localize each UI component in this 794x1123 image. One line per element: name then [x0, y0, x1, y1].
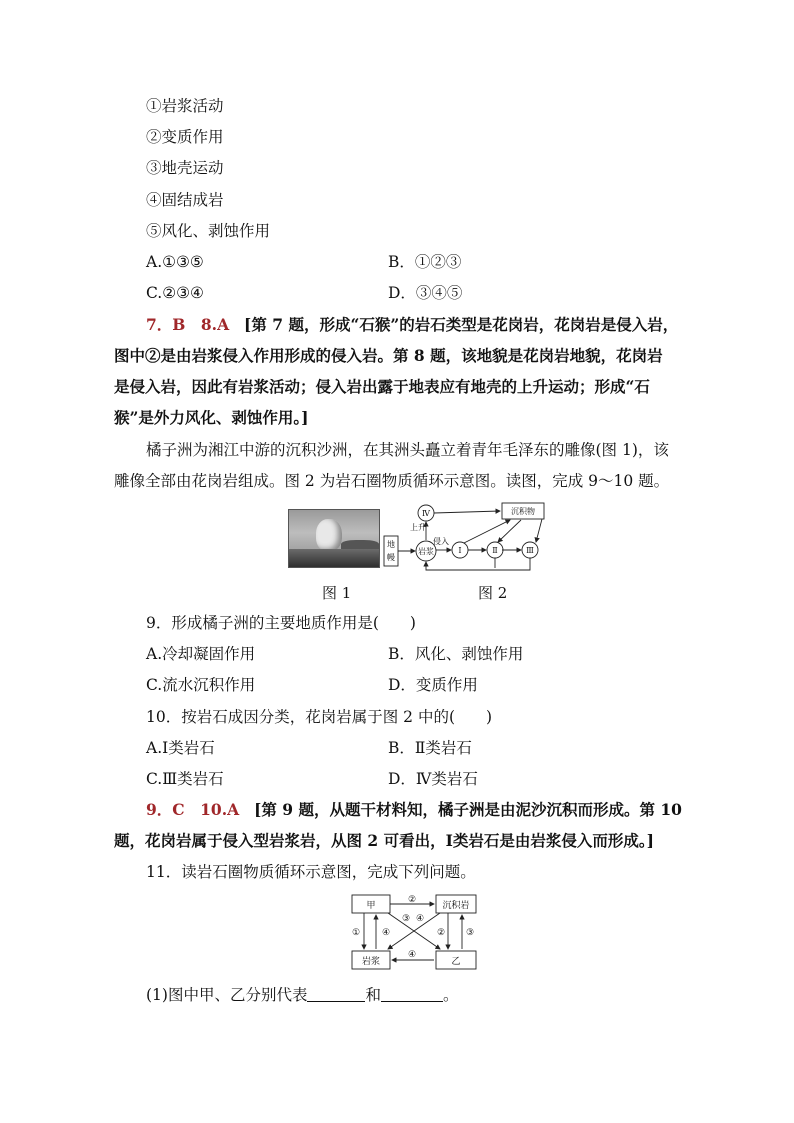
choice-c: C.②③④	[146, 284, 204, 302]
answer-9-10-label: 9．C 10.A	[146, 800, 240, 819]
label-arrow-right-3: ③	[465, 928, 475, 938]
label-intrude: 侵入	[433, 537, 449, 546]
answer-9-10-text: [第 9 题，从题干材料知，橘子洲是由泥沙沉积而形成。第 10	[254, 800, 682, 819]
option-item-4: ④固结成岩	[146, 191, 224, 209]
choice-b: B．①②③	[388, 253, 462, 271]
node-iii: Ⅲ	[526, 546, 534, 555]
answer-7-8-line3: 是侵入岩，因此有岩浆活动；侵入岩出露于地表应有地壳的上升运动；形成“石	[114, 377, 650, 396]
q9-choice-d: D．变质作用	[388, 676, 478, 694]
answer-7-8-line4: 猴”是外力风化、剥蚀作用。]	[114, 408, 309, 427]
q10-choice-c: C.Ⅲ类岩石	[146, 770, 224, 788]
choice-a: A.①③⑤	[146, 253, 204, 271]
answer-7-8-label: 7．B 8.A	[146, 315, 230, 334]
caption-figure1: 图 1	[322, 584, 352, 602]
answer-9-10-line2: 题，花岗岩属于侵入型岩浆岩，从图 2 可看出，Ⅰ类岩石是由岩浆侵入而形成。]	[114, 831, 654, 850]
node-sedimentary-rock: 沉积岩	[442, 901, 470, 911]
option-item-1: ①岩浆活动	[146, 97, 224, 115]
answer-7-8-line2: 图中②是由岩浆侵入作用形成的侵入岩。第 8 题，该地貌是花岗岩地貌，花岗岩	[114, 346, 663, 365]
q10-choice-b: B．Ⅱ类岩石	[388, 739, 472, 757]
node-sediment: 沉积物	[511, 507, 535, 516]
label-arrow-right-2: ②	[436, 928, 446, 938]
node-mantle-2: 幔	[387, 553, 395, 562]
q9-choice-c: C.流水沉积作用	[146, 676, 256, 694]
node-yi: 乙	[451, 957, 461, 967]
question-10-stem: 10．按岩石成因分类，花岗岩属于图 2 中的( )	[146, 708, 493, 726]
q11-sub1-prefix: (1)图中甲、乙分别代表	[146, 986, 308, 1004]
label-arrow-cross-4: ④	[415, 914, 425, 924]
question-11-sub1	[146, 985, 459, 1005]
q11-sub1-end: 。	[442, 986, 459, 1004]
option-item-3: ③地壳运动	[146, 159, 224, 177]
label-arrow-top: ②	[407, 895, 417, 905]
node-iv: Ⅳ	[422, 509, 430, 518]
passage-line1: 橘子洲为湘江中游的沉积沙洲，在其洲头矗立着青年毛泽东的雕像(图 1)，该	[146, 441, 669, 459]
rock-cycle-diagram-figure2	[382, 500, 552, 576]
node-ii: Ⅱ	[492, 546, 498, 555]
node-jia: 甲	[366, 901, 376, 911]
q11-sub1-and: 和	[365, 986, 381, 1004]
q9-choice-a: A.冷却凝固作用	[146, 645, 256, 663]
label-arrow-bottom: ④	[407, 950, 417, 960]
option-item-2: ②变质作用	[146, 128, 224, 146]
rock-cycle-diagram-q11	[348, 893, 480, 973]
q10-choice-a: A.Ⅰ类岩石	[146, 739, 215, 757]
node-mantle-1: 地	[387, 540, 395, 549]
answer-7-8-line1	[146, 315, 678, 335]
node-magma-q11: 岩浆	[361, 957, 381, 967]
q10-choice-d: D．Ⅳ类岩石	[388, 770, 478, 788]
statue-photo	[288, 509, 380, 568]
caption-figure2: 图 2	[478, 584, 508, 602]
answer-9-10-line1	[146, 800, 682, 820]
option-item-5: ⑤风化、剥蚀作用	[146, 222, 271, 240]
label-arrow-left-4: ④	[381, 928, 391, 938]
passage-line2: 雕像全部由花岗岩组成。图 2 为岩石圈物质循环示意图。读图，完成 9～10 题。	[114, 472, 670, 490]
answer-blank-1[interactable]	[307, 986, 365, 1002]
question-11-stem: 11．读岩石圈物质循环示意图，完成下列问题。	[146, 863, 476, 881]
node-magma: 岩浆	[418, 547, 434, 556]
answer-blank-2[interactable]	[381, 986, 443, 1002]
answer-7-8-text: [第 7 题，形成“石猴”的岩石类型是花岗岩，花岗岩是侵入岩，	[244, 315, 679, 334]
choice-d: D．③④⑤	[388, 284, 463, 302]
q9-choice-b: B．风化、剥蚀作用	[388, 645, 524, 663]
label-arrow-left-1: ①	[351, 928, 361, 938]
question-9-stem: 9．形成橘子洲的主要地质作用是( )	[146, 614, 416, 632]
node-i: Ⅰ	[458, 546, 462, 555]
label-arrow-cross-3: ③	[401, 914, 411, 924]
label-uplift: 上升	[410, 523, 426, 532]
